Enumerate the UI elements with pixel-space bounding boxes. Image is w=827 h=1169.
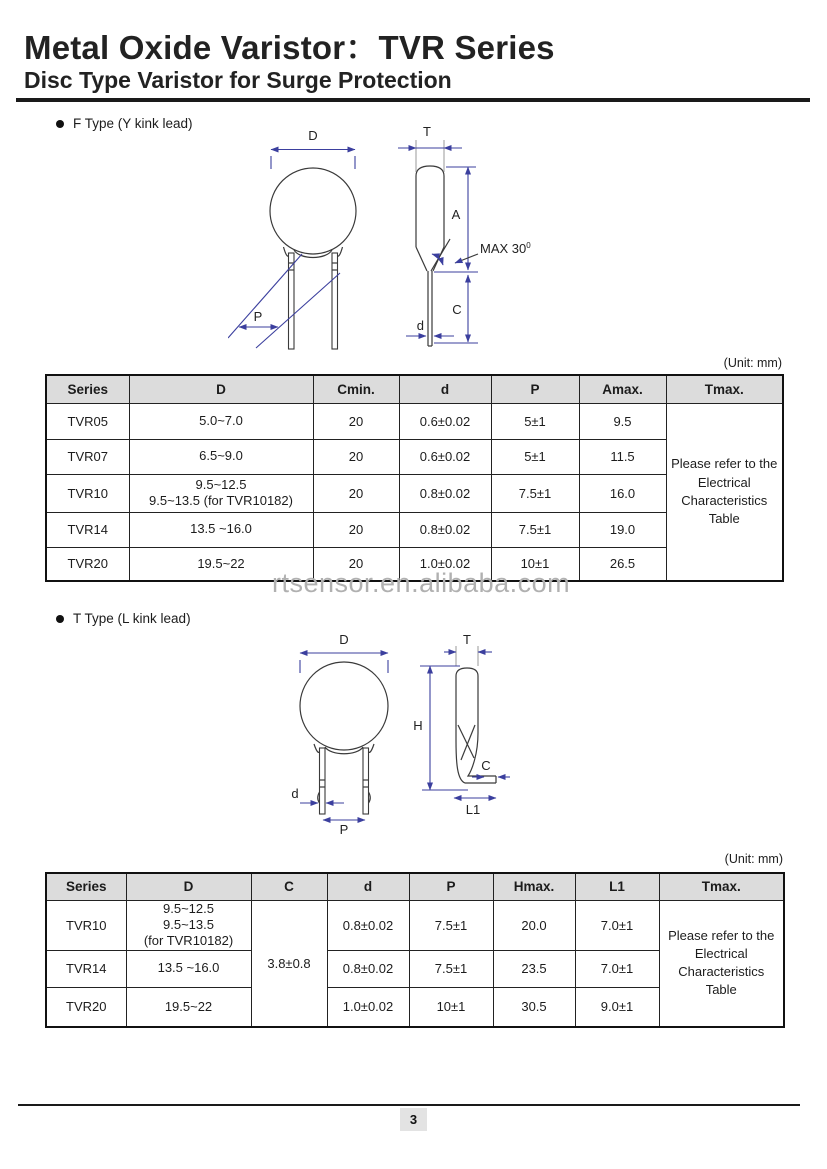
series-cell: TVR10 bbox=[46, 474, 129, 512]
p-cell: 7.5±1 bbox=[491, 512, 579, 547]
t-type-diagram bbox=[268, 630, 548, 845]
series-cell: TVR20 bbox=[46, 547, 129, 581]
col-header: Amax. bbox=[579, 375, 666, 403]
p-cell: 10±1 bbox=[491, 547, 579, 581]
label-d-lead-dia: d bbox=[416, 318, 424, 333]
p-cell: 7.5±1 bbox=[491, 474, 579, 512]
d-lead-cell: 0.8±0.02 bbox=[327, 950, 409, 987]
f-front-view-outline bbox=[270, 168, 356, 349]
t-front-view-outline bbox=[300, 662, 388, 814]
col-header: Series bbox=[46, 375, 129, 403]
cmin-cell: 20 bbox=[313, 547, 399, 581]
col-header: Hmax. bbox=[493, 873, 575, 900]
label-t-thickness: T bbox=[423, 124, 431, 139]
series-cell: TVR10 bbox=[46, 900, 126, 950]
label-l1-dim: L1 bbox=[465, 802, 481, 817]
f-type-diagram bbox=[228, 122, 548, 376]
f-header-row bbox=[46, 375, 783, 403]
col-header: P bbox=[409, 873, 493, 900]
d-lead-cell: 1.0±0.02 bbox=[399, 547, 491, 581]
cmin-cell: 20 bbox=[313, 439, 399, 474]
col-header: d bbox=[399, 375, 491, 403]
f-type-table bbox=[45, 374, 784, 582]
title-rule bbox=[16, 98, 810, 102]
label-p-pitch: P bbox=[253, 309, 263, 324]
label-a-height: A bbox=[451, 207, 461, 222]
p-cell: 7.5±1 bbox=[409, 900, 493, 950]
cmin-cell: 20 bbox=[313, 512, 399, 547]
d-cell: 13.5 ~16.0 bbox=[126, 950, 251, 987]
section-t-label: T Type (L kink lead) bbox=[73, 611, 191, 626]
amax-cell: 9.5 bbox=[579, 403, 666, 439]
p-cell: 5±1 bbox=[491, 439, 579, 474]
amax-cell: 16.0 bbox=[579, 474, 666, 512]
bullet-dot-icon bbox=[56, 615, 64, 623]
cmin-cell: 20 bbox=[313, 474, 399, 512]
bullet-dot-icon bbox=[56, 120, 64, 128]
hmax-cell: 23.5 bbox=[493, 950, 575, 987]
p-cell: 7.5±1 bbox=[409, 950, 493, 987]
footer-rule bbox=[18, 1104, 800, 1106]
label-max-angle: MAX $30^0$ bbox=[480, 241, 531, 256]
col-header: Series bbox=[46, 873, 126, 900]
c-merged-cell: 3.8±0.8 bbox=[251, 900, 327, 1027]
t-type-table bbox=[45, 872, 785, 1028]
series-cell: TVR07 bbox=[46, 439, 129, 474]
l1-cell: 7.0±1 bbox=[575, 900, 659, 950]
p-cell: 10±1 bbox=[409, 987, 493, 1027]
label-c-dim: C bbox=[481, 758, 491, 773]
label-c-lead-length: C bbox=[452, 302, 462, 317]
label-p-pitch: P bbox=[339, 822, 349, 837]
tmax-note-cell: Please refer to the Electrical Characteristics Table bbox=[659, 900, 784, 1027]
col-header: Tmax. bbox=[666, 375, 783, 403]
label-d-diameter: D bbox=[339, 632, 349, 647]
d-cell: 13.5 ~16.0 bbox=[129, 512, 313, 547]
section-t-heading bbox=[56, 611, 191, 626]
p-cell: 5±1 bbox=[491, 403, 579, 439]
t-header-row bbox=[46, 873, 784, 900]
f-dimension-lines bbox=[228, 140, 478, 348]
section-f-heading bbox=[56, 116, 193, 131]
label-h-height: H bbox=[413, 718, 423, 733]
label-d-diameter: D bbox=[308, 128, 318, 143]
col-header: D bbox=[126, 873, 251, 900]
d-lead-cell: 0.8±0.02 bbox=[399, 474, 491, 512]
page-subtitle: Disc Type Varistor for Surge Protection bbox=[24, 67, 452, 93]
d-lead-cell: 0.6±0.02 bbox=[399, 439, 491, 474]
d-lead-cell: 0.8±0.02 bbox=[399, 512, 491, 547]
label-d-lead-dia: d bbox=[291, 786, 299, 801]
d-lead-cell: 0.8±0.02 bbox=[327, 900, 409, 950]
series-cell: TVR14 bbox=[46, 950, 126, 987]
l1-cell: 9.0±1 bbox=[575, 987, 659, 1027]
col-header: d bbox=[327, 873, 409, 900]
amax-cell: 26.5 bbox=[579, 547, 666, 581]
cmin-cell: 20 bbox=[313, 403, 399, 439]
d-lead-cell: 1.0±0.02 bbox=[327, 987, 409, 1027]
page-title: Metal Oxide Varistor：TVR Series bbox=[24, 29, 555, 66]
section-f-label: F Type (Y kink lead) bbox=[73, 116, 193, 131]
amax-cell: 11.5 bbox=[579, 439, 666, 474]
page-number: 3 bbox=[400, 1108, 427, 1131]
col-header: L1 bbox=[575, 873, 659, 900]
amax-cell: 19.0 bbox=[579, 512, 666, 547]
d-cell: 9.5~12.5 9.5~13.5 (for TVR10182) bbox=[129, 474, 313, 512]
col-header: Tmax. bbox=[659, 873, 784, 900]
col-header: Cmin. bbox=[313, 375, 399, 403]
col-header: P bbox=[491, 375, 579, 403]
watermark: rtsensor.en.alibaba.com bbox=[272, 568, 571, 598]
d-cell: 5.0~7.0 bbox=[129, 403, 313, 439]
series-cell: TVR20 bbox=[46, 987, 126, 1027]
hmax-cell: 20.0 bbox=[493, 900, 575, 950]
f-dimension-labels bbox=[254, 124, 532, 333]
l1-cell: 7.0±1 bbox=[575, 950, 659, 987]
d-cell: 9.5~12.5 9.5~13.5 (for TVR10182) bbox=[126, 900, 251, 950]
unit-note-t: (Unit: mm) bbox=[724, 852, 783, 866]
tmax-note-cell: Please refer to the Electrical Characteristics Table bbox=[666, 403, 783, 581]
table-row bbox=[46, 900, 784, 950]
d-cell: 19.5~22 bbox=[126, 987, 251, 1027]
unit-note-f: (Unit: mm) bbox=[723, 356, 782, 370]
d-cell: 19.5~22 bbox=[129, 547, 313, 581]
series-cell: TVR14 bbox=[46, 512, 129, 547]
label-t-thickness: T bbox=[463, 632, 471, 647]
d-cell: 6.5~9.0 bbox=[129, 439, 313, 474]
hmax-cell: 30.5 bbox=[493, 987, 575, 1027]
d-lead-cell: 0.6±0.02 bbox=[399, 403, 491, 439]
series-cell: TVR05 bbox=[46, 403, 129, 439]
col-header: D bbox=[129, 375, 313, 403]
col-header: C bbox=[251, 873, 327, 900]
table-row bbox=[46, 403, 783, 439]
